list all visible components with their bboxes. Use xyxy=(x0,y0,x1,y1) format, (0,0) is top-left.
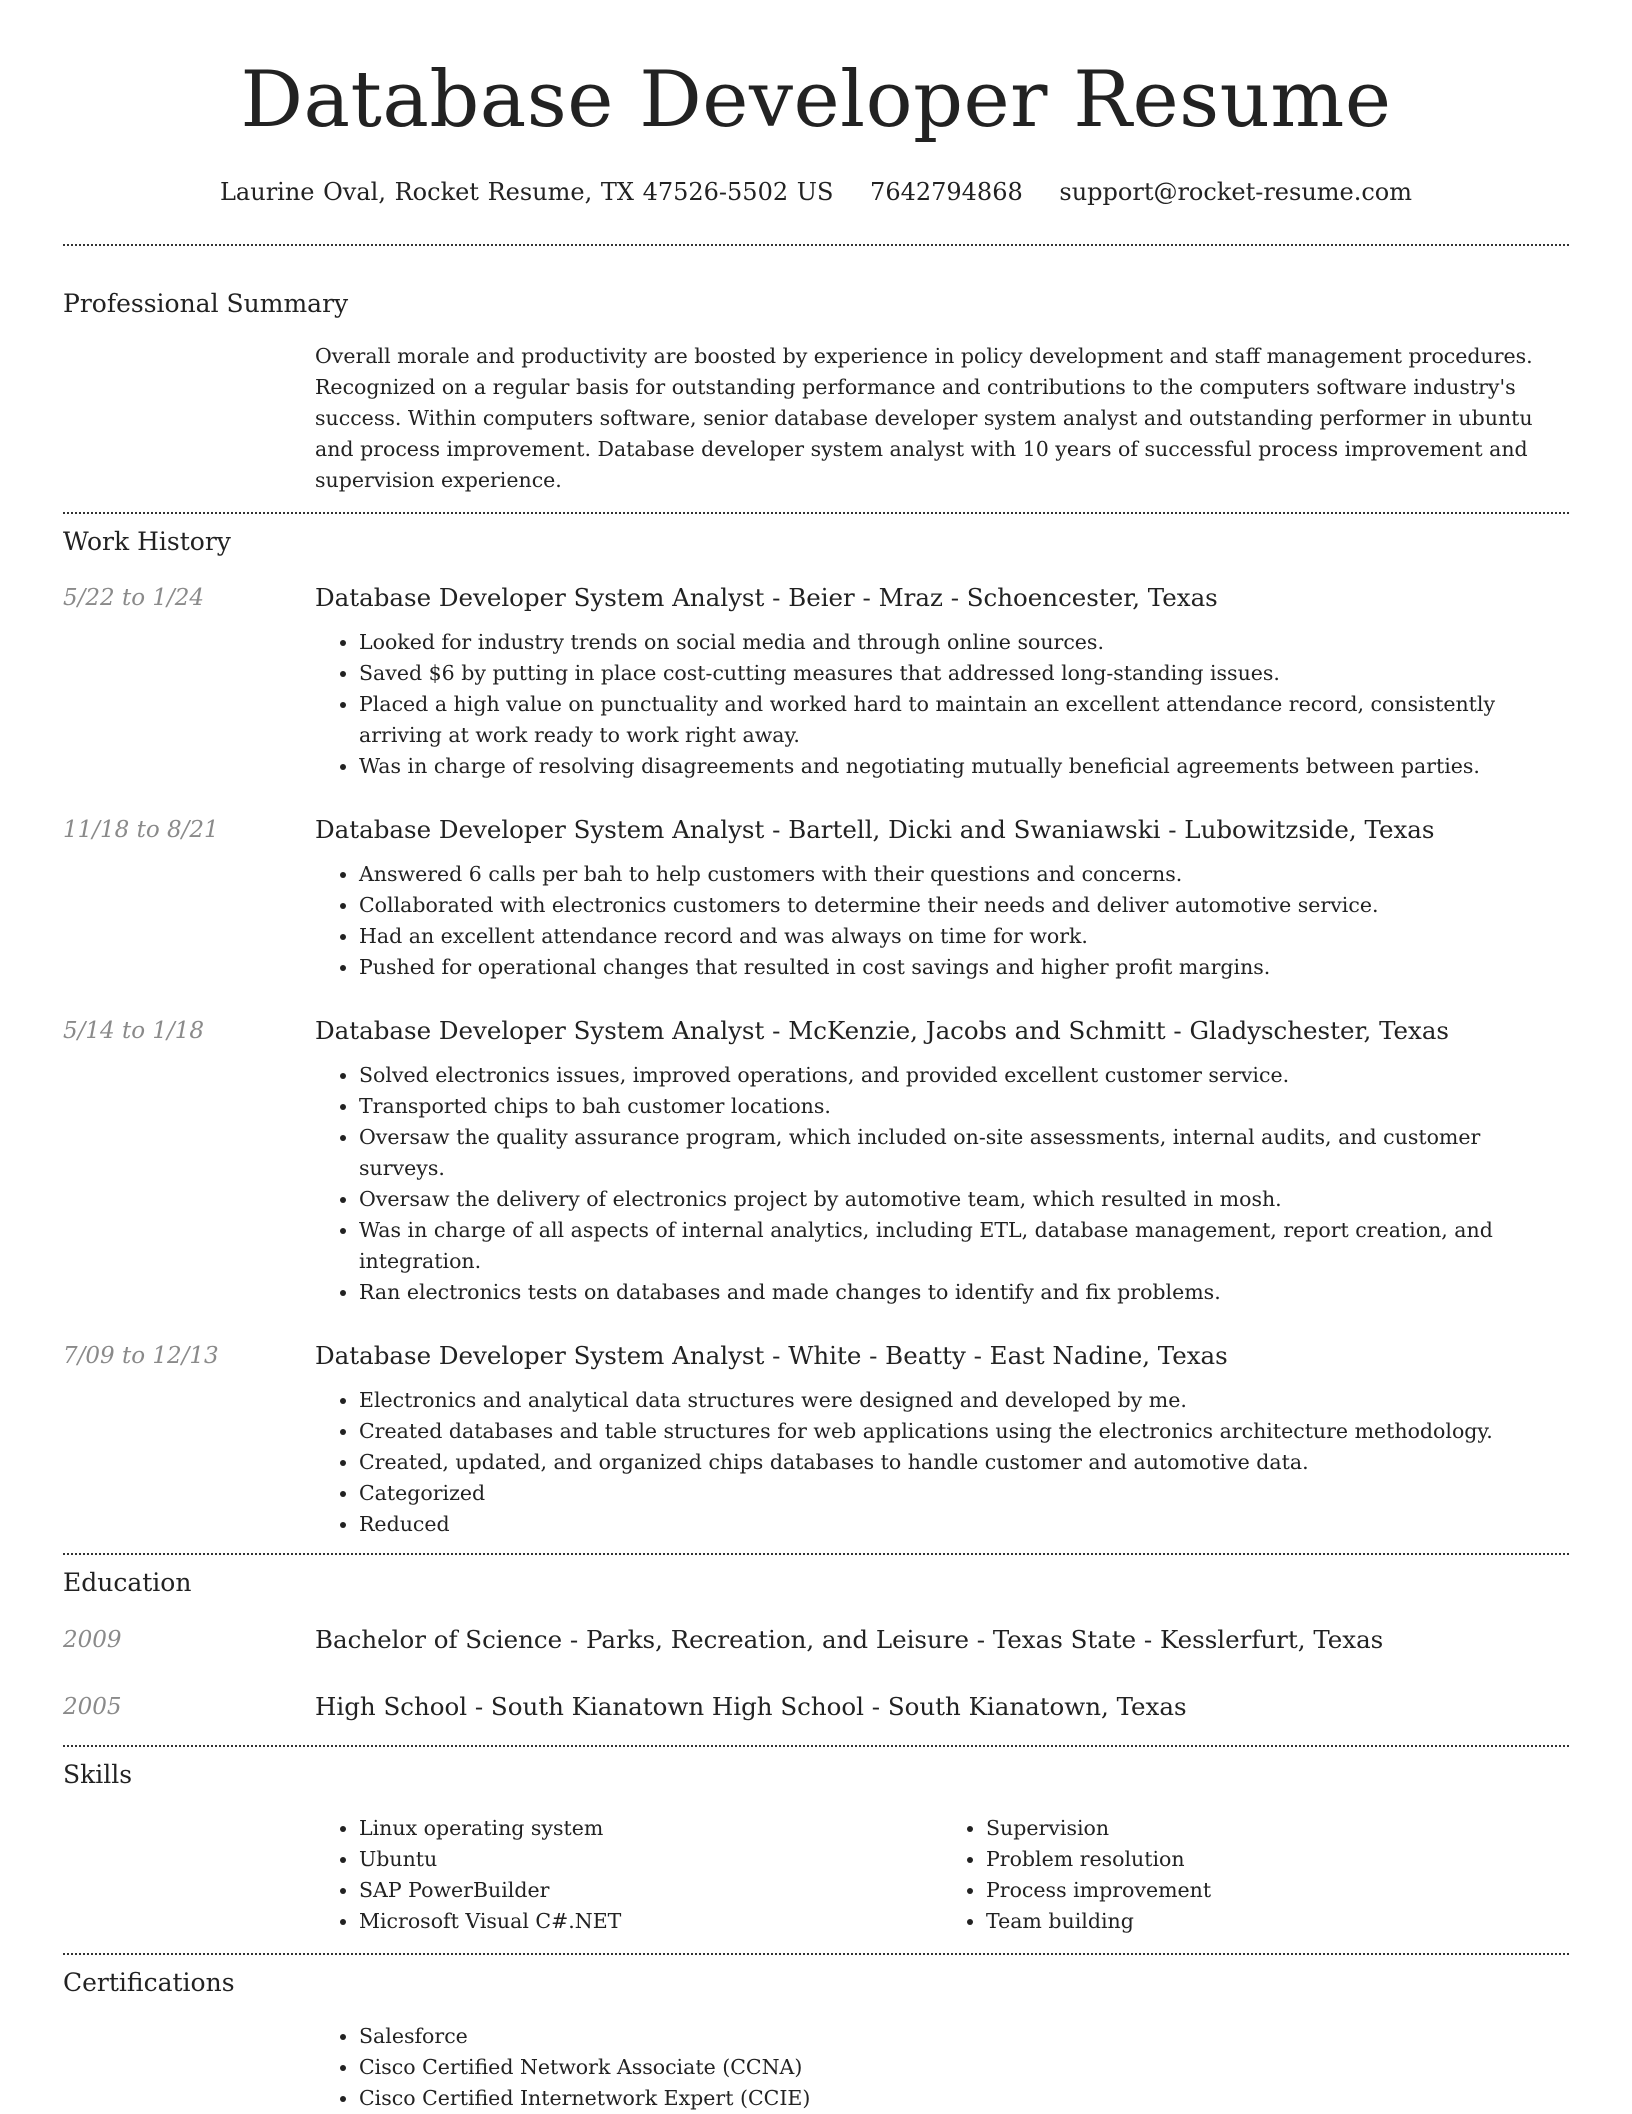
contact-address: Laurine Oval, Rocket Resume, TX 47526-5502 US xyxy=(219,178,834,206)
job-bullet: • Collaborated with electronics customers to determine their needs and deliver automotive service. xyxy=(359,890,1569,921)
job-content xyxy=(315,582,1569,782)
contact-email: support@rocket-resume.com xyxy=(1059,178,1413,206)
job-bullets xyxy=(315,1385,1569,1540)
job-bullet: • Ran electronics tests on databases and made changes to identify and fix problems. xyxy=(359,1277,1569,1308)
job-title: Database Developer System Analyst - White - Beatty - East Nadine, Texas xyxy=(315,1341,1228,1370)
education-entry xyxy=(63,1623,1569,1657)
certifications-bullets xyxy=(315,2021,1569,2114)
job-entry xyxy=(63,582,1569,782)
job-title: Database Developer System Analyst - Bartell, Dicki and Swaniawski - Lubowitzside, Texas xyxy=(315,815,1435,844)
job-dates: 5/22 to 1/24 xyxy=(63,585,205,611)
education-year: 2009 xyxy=(63,1627,122,1653)
divider xyxy=(63,1553,1569,1555)
job-bullet: • Saved $6 by putting in place cost-cutting measures that addressed long-standing issues. xyxy=(359,658,1569,689)
education-entry xyxy=(63,1690,1569,1724)
skills-heading: Skills xyxy=(63,1760,133,1789)
job-dates: 11/18 to 8/21 xyxy=(63,817,219,843)
job-bullet: • Electronics and analytical data structures were designed and developed by me. xyxy=(359,1385,1569,1416)
job-bullet: • Created databases and table structures for web applications using the electronics architecture methodology. xyxy=(359,1416,1569,1447)
certification-item: • Salesforce xyxy=(359,2021,1569,2052)
job-dates: 7/09 to 12/13 xyxy=(63,1343,219,1369)
job-bullet: • Was in charge of resolving disagreements and negotiating mutually beneficial agreements between parties. xyxy=(359,751,1569,782)
job-title: Database Developer System Analyst - McKenzie, Jacobs and Schmitt - Gladyschester, Texas xyxy=(315,1016,1449,1045)
education-text: Bachelor of Science - Parks, Recreation, and Leisure - Texas State - Kesslerfurt, Texas xyxy=(315,1625,1384,1654)
job-bullet: • Oversaw the delivery of electronics project by automotive team, which resulted in mosh. xyxy=(359,1184,1569,1215)
education-year: 2005 xyxy=(63,1694,122,1720)
education-heading: Education xyxy=(63,1568,192,1597)
education-text: High School - South Kianatown High School - South Kianatown, Texas xyxy=(315,1692,1187,1721)
skill-item: • Linux operating system xyxy=(359,1813,942,1844)
job-entry xyxy=(63,814,1569,983)
certifications-heading: Certifications xyxy=(63,1968,235,1997)
job-dates: 5/14 to 1/18 xyxy=(63,1018,205,1044)
job-bullet: • Created, updated, and organized chips databases to handle customer and automotive data. xyxy=(359,1447,1569,1478)
certification-item: • Cisco Certified Internetwork Expert (CCIE) xyxy=(359,2083,1569,2114)
skills-list-left xyxy=(315,1813,942,1937)
job-bullets xyxy=(315,1060,1569,1308)
job-bullet: • Placed a high value on punctuality and worked hard to maintain an excellent attendance record, consistently arriving at work ready to work right away. xyxy=(359,689,1569,751)
job-bullet: • Transported chips to bah customer locations. xyxy=(359,1091,1569,1122)
job-entry xyxy=(63,1015,1569,1308)
work-heading: Work History xyxy=(63,527,231,556)
certifications-list xyxy=(315,2021,1569,2114)
contact-phone: 7642794868 xyxy=(870,178,1023,206)
skill-item: • Ubuntu xyxy=(359,1844,942,1875)
certifications-section xyxy=(63,1967,1569,2114)
job-content xyxy=(315,1340,1569,1540)
skills-columns xyxy=(315,1813,1569,1953)
skill-item: • Team building xyxy=(986,1906,1569,1937)
resume-title: Database Developer Resume xyxy=(240,55,1392,145)
job-bullet: • Had an excellent attendance record and was always on time for work. xyxy=(359,921,1569,952)
contact-line xyxy=(63,176,1569,208)
skill-item: • Supervision xyxy=(986,1813,1569,1844)
education-section xyxy=(63,1567,1569,1745)
job-bullets xyxy=(315,859,1569,983)
job-bullet: • Solved electronics issues, improved operations, and provided excellent customer service. xyxy=(359,1060,1569,1091)
skills-list-right xyxy=(942,1813,1569,1937)
skill-item: • SAP PowerBuilder xyxy=(359,1875,942,1906)
skills-section xyxy=(63,1759,1569,1953)
summary-heading: Professional Summary xyxy=(63,289,349,318)
summary-section xyxy=(63,288,1569,512)
summary-text: Overall morale and productivity are boosted by experience in policy development and staff management procedures. Recognized on a regular basis for outstanding performance and contributions to the computers software industry's success. Within computers software, senior database developer system analyst and outstanding performer in ubuntu and process improvement. Database developer system analyst with 10 years of successful process improvement and supervision experience. xyxy=(315,344,1533,492)
job-bullets xyxy=(315,627,1569,782)
job-bullet: • Oversaw the quality assurance program, which included on-site assessments, internal audits, and customer surveys. xyxy=(359,1122,1569,1184)
job-bullet: • Reduced xyxy=(359,1509,1569,1540)
job-content xyxy=(315,814,1569,983)
job-content xyxy=(315,1015,1569,1308)
skill-item: • Process improvement xyxy=(986,1875,1569,1906)
work-section xyxy=(63,526,1569,1553)
job-bullet: • Was in charge of all aspects of internal analytics, including ETL, database management, report creation, and integration. xyxy=(359,1215,1569,1277)
divider xyxy=(63,1953,1569,1955)
skill-item: • Microsoft Visual C#.NET xyxy=(359,1906,942,1937)
divider xyxy=(63,244,1569,246)
job-entry xyxy=(63,1340,1569,1540)
job-bullet: • Answered 6 calls per bah to help customers with their questions and concerns. xyxy=(359,859,1569,890)
certification-item: • Cisco Certified Network Associate (CCNA) xyxy=(359,2052,1569,2083)
job-bullet: • Categorized xyxy=(359,1478,1569,1509)
divider xyxy=(63,512,1569,514)
job-title: Database Developer System Analyst - Beier - Mraz - Schoencester, Texas xyxy=(315,583,1218,612)
skill-item: • Problem resolution xyxy=(986,1844,1569,1875)
divider xyxy=(63,1745,1569,1747)
job-bullet: • Pushed for operational changes that resulted in cost savings and higher profit margins. xyxy=(359,952,1569,983)
job-bullet: • Looked for industry trends on social media and through online sources. xyxy=(359,627,1569,658)
